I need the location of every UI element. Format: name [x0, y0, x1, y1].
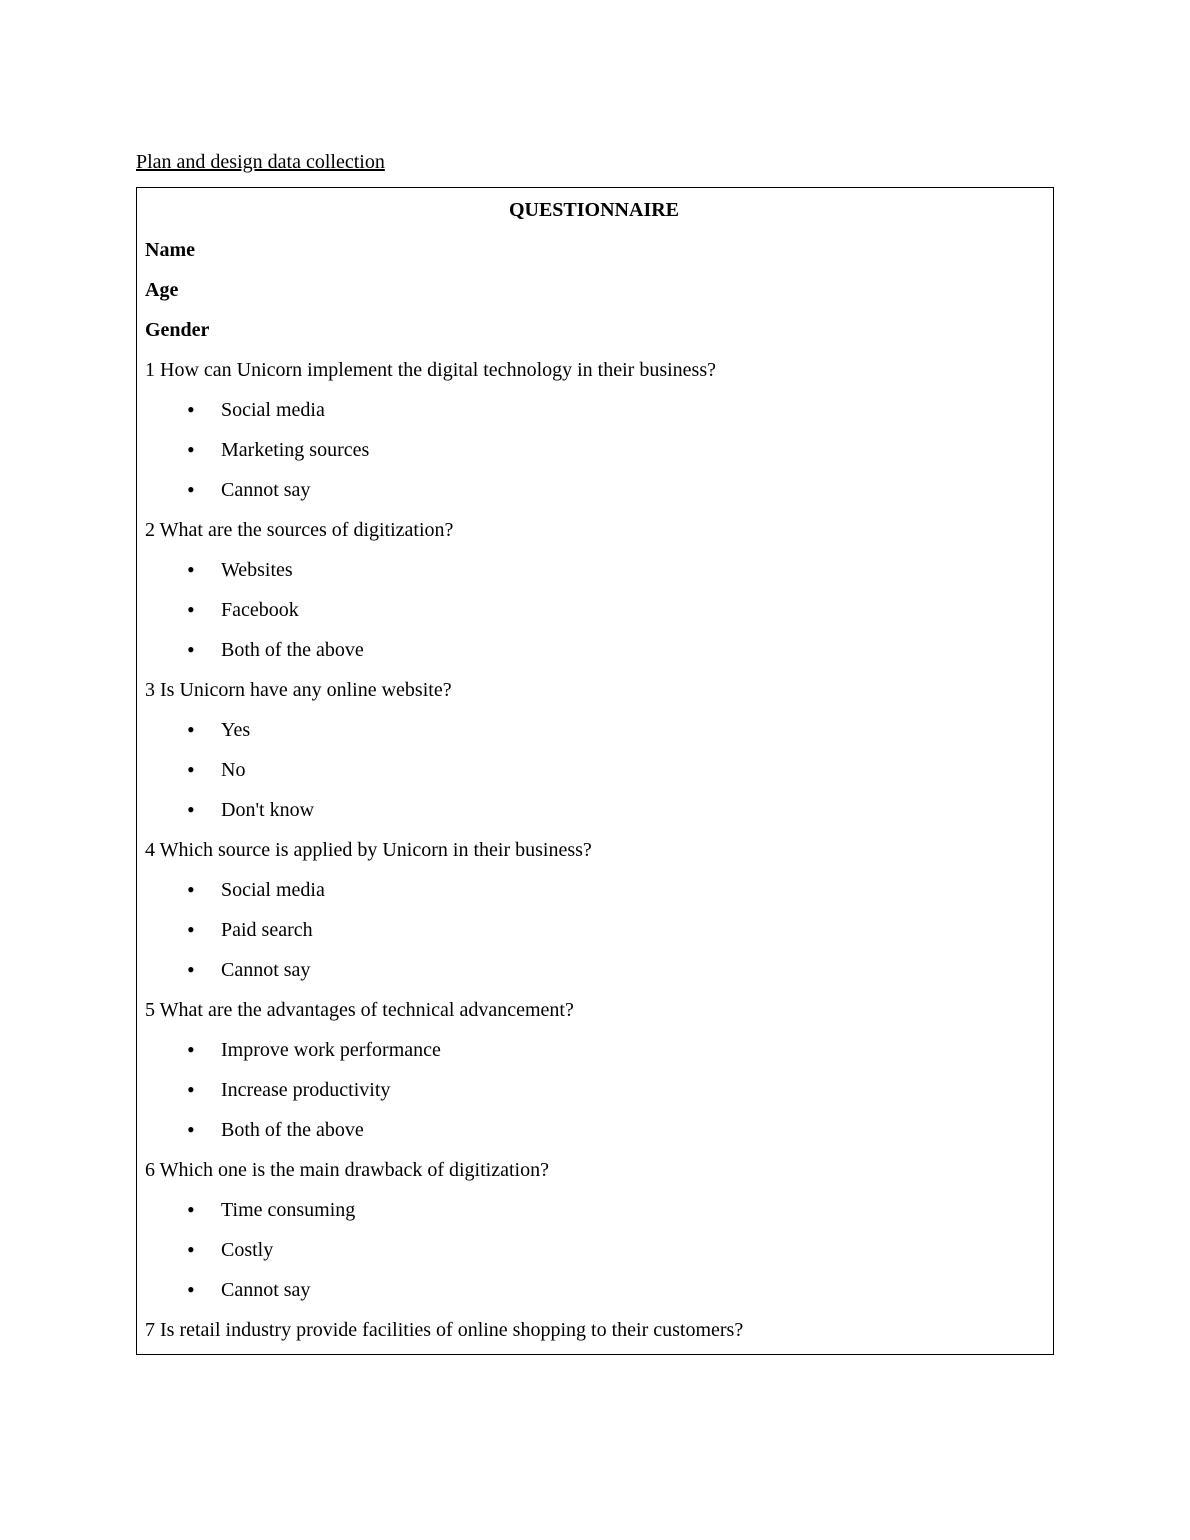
questionnaire-box — [136, 187, 1054, 1355]
question-text: 1 How can Unicorn implement the digital technology in their business? — [145, 359, 716, 381]
question-text: 5 What are the advantages of technical advancement? — [145, 999, 574, 1021]
option-item: • Both of the above — [145, 638, 1043, 662]
question-block — [145, 518, 1043, 662]
option-item: • Increase productivity — [145, 1078, 1043, 1102]
option-item: • Websites — [145, 558, 1043, 582]
options-list — [145, 878, 1043, 982]
field-age: Age — [145, 279, 179, 301]
questionnaire-title: QUESTIONNAIRE — [508, 199, 680, 221]
option-item: • Marketing sources — [145, 438, 1043, 462]
field-gender: Gender — [145, 319, 210, 341]
question-block — [145, 1158, 1043, 1302]
question-block — [145, 838, 1043, 982]
question-block — [145, 678, 1043, 822]
option-item: • Don't know — [145, 798, 1043, 822]
field-name: Name — [145, 239, 195, 261]
option-item: • Improve work performance — [145, 1038, 1043, 1062]
option-item: • Paid search — [145, 918, 1043, 942]
question-text: 3 Is Unicorn have any online website? — [145, 679, 452, 701]
option-item: • Yes — [145, 718, 1043, 742]
question-text: 2 What are the sources of digitization? — [145, 519, 454, 541]
option-item: • Cannot say — [145, 478, 1043, 502]
option-item: • Costly — [145, 1238, 1043, 1262]
options-list — [145, 558, 1043, 662]
question-block — [145, 1318, 1043, 1342]
options-list — [145, 1038, 1043, 1142]
option-item: • Cannot say — [145, 1278, 1043, 1302]
option-item: • Social media — [145, 878, 1043, 902]
option-item: • Facebook — [145, 598, 1043, 622]
option-item: • No — [145, 758, 1043, 782]
question-text: 4 Which source is applied by Unicorn in their business? — [145, 839, 592, 861]
question-block — [145, 998, 1043, 1142]
question-block — [145, 358, 1043, 502]
page-title: Plan and design data collection — [136, 151, 385, 173]
option-item: • Social media — [145, 398, 1043, 422]
options-list — [145, 718, 1043, 822]
option-item: • Cannot say — [145, 958, 1043, 982]
question-text: 7 Is retail industry provide facilities of online shopping to their customers? — [145, 1319, 744, 1341]
question-text: 6 Which one is the main drawback of digitization? — [145, 1159, 549, 1181]
option-item: • Both of the above — [145, 1118, 1043, 1142]
options-list — [145, 1198, 1043, 1302]
options-list — [145, 398, 1043, 502]
option-item: • Time consuming — [145, 1198, 1043, 1222]
